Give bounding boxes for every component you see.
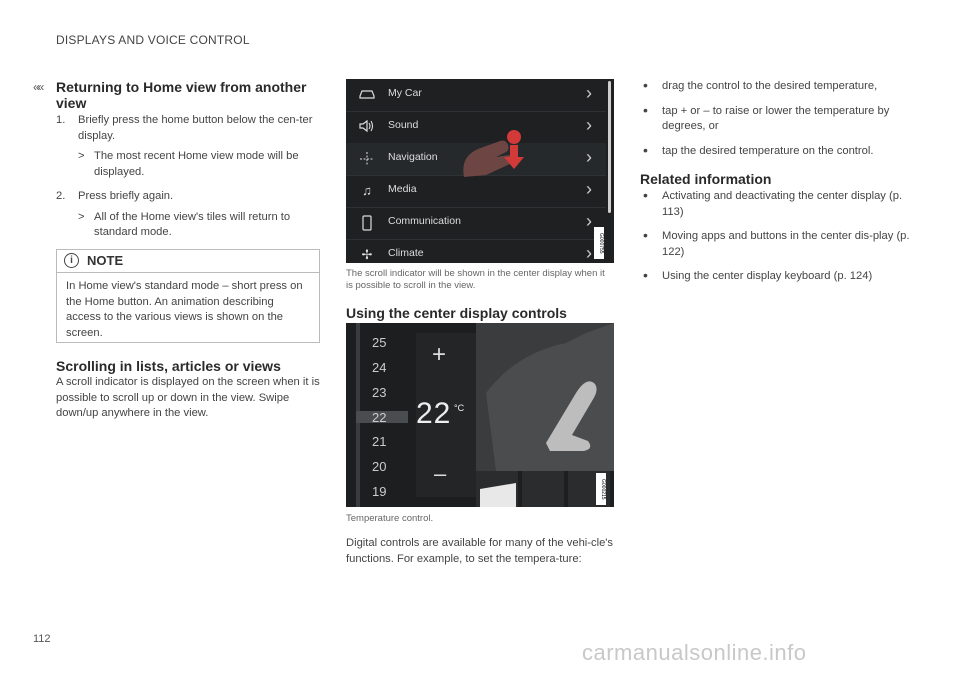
bullet-text: tap + or – to raise or lower the temperature by degrees, or bbox=[662, 104, 890, 132]
menu-item-communication[interactable] bbox=[346, 207, 606, 240]
note-title: NOTE bbox=[87, 253, 124, 268]
section-header: DISPLAYS AND VOICE CONTROL bbox=[56, 33, 250, 47]
menu-item-label: Navigation bbox=[388, 151, 438, 163]
menu-item-label: Climate bbox=[388, 247, 424, 259]
temp-decrease-button[interactable]: – bbox=[434, 461, 447, 486]
navigation-icon bbox=[358, 151, 376, 167]
temp-value[interactable]: 24 bbox=[372, 360, 387, 375]
heading-returning-home: Returning to Home view from another view bbox=[56, 79, 307, 111]
menu-item-label: Media bbox=[388, 183, 417, 195]
bullet-text: tap the desired temperature on the control. bbox=[662, 144, 874, 157]
bullet-icon: • bbox=[643, 101, 648, 118]
temp-increase-button[interactable]: + bbox=[432, 341, 447, 368]
image-code: G000215 bbox=[596, 473, 606, 505]
temperature-screenshot bbox=[346, 323, 614, 507]
related-link[interactable] bbox=[640, 269, 910, 285]
note-header bbox=[57, 250, 319, 273]
scrolling-section bbox=[56, 358, 322, 422]
temp-value[interactable]: 25 bbox=[372, 335, 387, 350]
bullet-icon: • bbox=[643, 267, 648, 283]
step-2-result bbox=[56, 210, 322, 241]
chevron-right-icon: › bbox=[586, 147, 592, 167]
temp-value[interactable]: 19 bbox=[372, 484, 387, 499]
scrolling-text: A scroll indicator is displayed on the screen when it is possible to scroll up or down in the view. Swipe down/up anywhere in the view. bbox=[56, 376, 320, 419]
chevron-right-icon: › bbox=[586, 115, 592, 135]
step-1 bbox=[56, 113, 322, 144]
list-item bbox=[640, 101, 910, 135]
bullet-icon: • bbox=[643, 187, 648, 203]
temp-value[interactable]: 21 bbox=[372, 434, 387, 449]
temperature-unit: °C bbox=[454, 403, 465, 413]
page-number: 112 bbox=[33, 633, 51, 645]
menu-item-climate[interactable] bbox=[346, 239, 606, 263]
scroll-indicator[interactable] bbox=[608, 81, 611, 213]
menu-item-label: Communication bbox=[388, 215, 461, 227]
climate-fan-icon: ✢ bbox=[361, 247, 373, 262]
music-note-icon: ♫ bbox=[362, 183, 372, 198]
heading-center-controls: Using the center display controls bbox=[346, 305, 567, 321]
column-left bbox=[56, 79, 322, 241]
step-number: 2. bbox=[56, 190, 66, 202]
back-arrows-icon[interactable]: «« bbox=[33, 80, 43, 94]
step-1-result bbox=[56, 149, 322, 180]
car-icon bbox=[358, 87, 376, 103]
caption-scroll: The scroll indicator will be shown in the center display when it is possible to scroll in the view. bbox=[346, 268, 605, 291]
menu-screenshot bbox=[346, 79, 614, 263]
temp-value[interactable]: 22 bbox=[372, 410, 387, 425]
note-text: In Home view's standard mode – short press on the Home button. An animation describing access to the various views is shown on the screen. bbox=[66, 280, 303, 339]
phone-icon bbox=[358, 215, 376, 231]
related-link-text[interactable]: Activating and deactivating the center display (p. 113) bbox=[662, 190, 903, 218]
image-code: G000755 bbox=[594, 227, 604, 259]
caption-temperature: Temperature control. bbox=[346, 513, 434, 524]
bullet-icon: • bbox=[643, 77, 648, 93]
result-marker: > bbox=[78, 210, 85, 223]
list-item bbox=[640, 79, 910, 95]
menu-item-my-car[interactable] bbox=[346, 79, 606, 112]
note-box bbox=[56, 249, 320, 343]
temp-value[interactable]: 20 bbox=[372, 459, 387, 474]
chevron-right-icon: › bbox=[586, 211, 592, 231]
chevron-right-icon: › bbox=[586, 83, 592, 103]
chevron-right-icon: › bbox=[586, 243, 592, 263]
speaker-icon bbox=[358, 119, 376, 135]
result-text: All of the Home view's tiles will return to standard mode. bbox=[94, 210, 291, 238]
result-marker: > bbox=[78, 150, 85, 162]
chevron-right-icon: › bbox=[586, 179, 592, 199]
bullet-icon: • bbox=[643, 141, 648, 158]
heading-scrolling: Scrolling in lists, articles or views bbox=[56, 358, 281, 374]
info-icon: i bbox=[64, 253, 79, 268]
related-link[interactable] bbox=[640, 229, 910, 260]
column-right bbox=[640, 79, 910, 294]
menu-item-label: Sound bbox=[388, 119, 419, 131]
related-link-text[interactable]: Using the center display keyboard (p. 124) bbox=[662, 270, 873, 282]
swipe-hand-icon bbox=[456, 127, 528, 185]
controls-body-text: Digital controls are available for many of the vehi-cle's functions. For example, to set the tempera-ture: bbox=[346, 537, 614, 565]
heading-related-info: Related information bbox=[640, 171, 772, 187]
bullet-text: drag the control to the desired temperature, bbox=[662, 80, 878, 92]
temp-value[interactable]: 23 bbox=[372, 385, 387, 400]
bullet-icon: • bbox=[643, 227, 648, 243]
related-link-text[interactable]: Moving apps and buttons in the center dis-play (p. 122) bbox=[662, 230, 910, 258]
seat-illustration bbox=[476, 323, 614, 507]
step-number: 1. bbox=[56, 114, 66, 126]
step-text: Press briefly again. bbox=[78, 190, 174, 202]
current-temperature: 22 bbox=[416, 397, 452, 430]
related-link[interactable] bbox=[640, 189, 910, 220]
menu-item-label: My Car bbox=[388, 87, 422, 99]
watermark: carmanualsonline.info bbox=[582, 640, 807, 665]
result-text: The most recent Home view mode will be displayed. bbox=[94, 150, 299, 178]
list-item bbox=[640, 141, 910, 160]
step-2 bbox=[56, 189, 322, 205]
step-text: Briefly press the home button below the cen-ter display. bbox=[78, 114, 313, 142]
